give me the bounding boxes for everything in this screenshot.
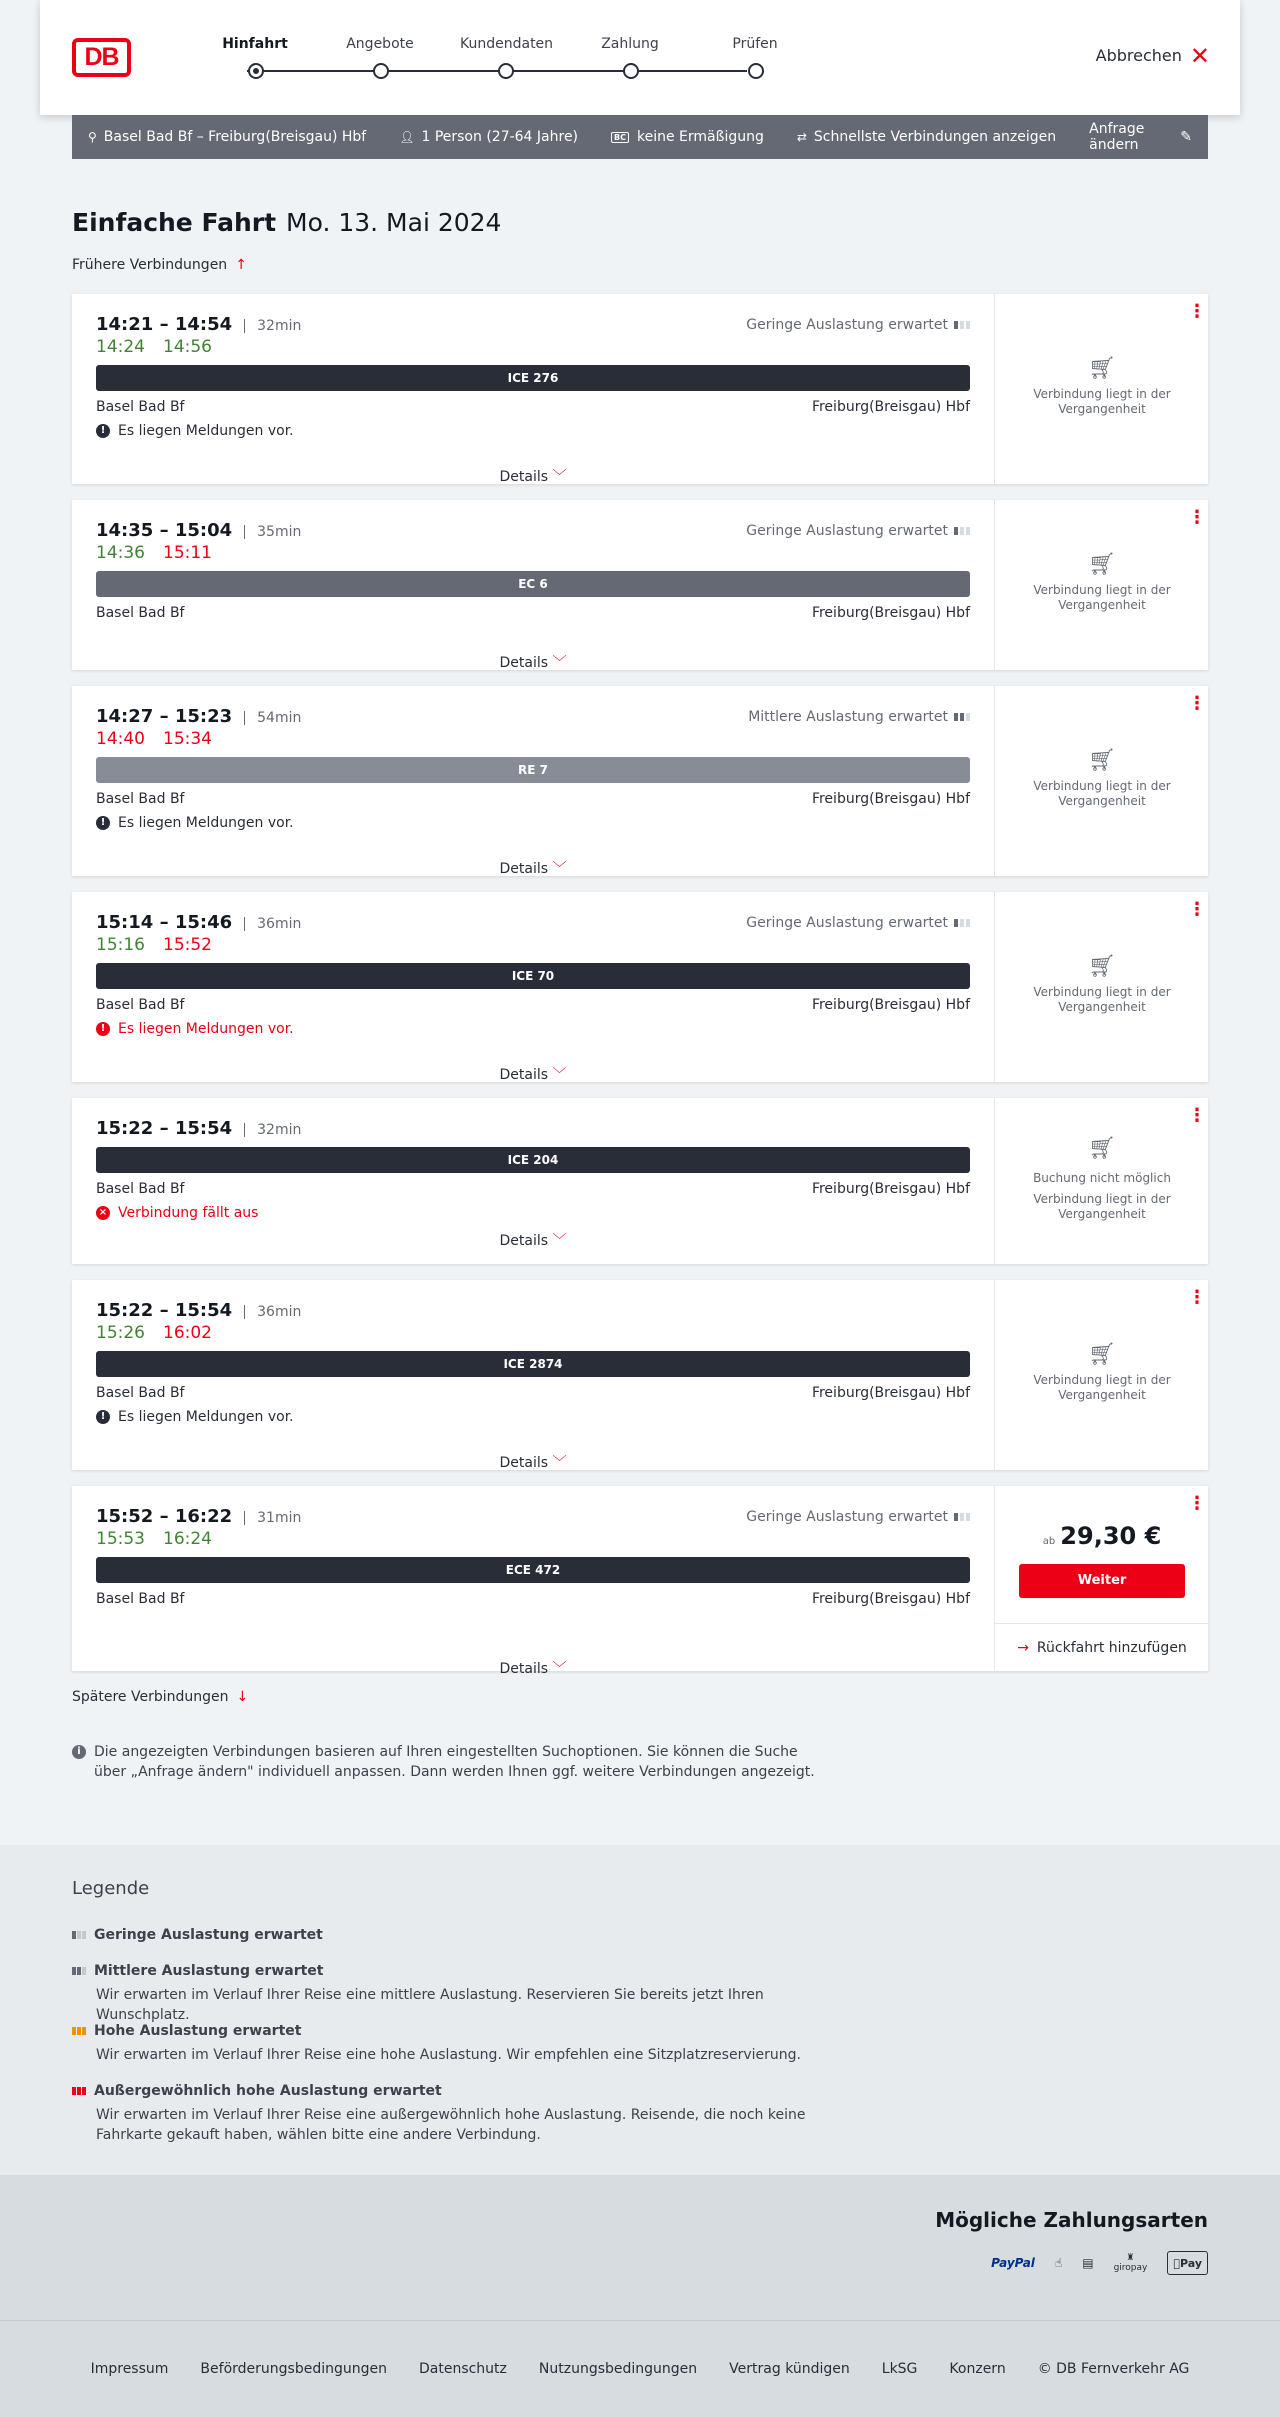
message-notice: ! Es liegen Meldungen vor.	[96, 1021, 970, 1037]
connection-card[interactable]	[72, 686, 1208, 876]
connection-main	[96, 1506, 970, 1677]
details-toggle[interactable]: Details ﹀	[499, 1067, 567, 1083]
realtime-times: 14:24 14:56	[96, 337, 212, 357]
occupancy-low-icon	[72, 1931, 86, 1939]
chevron-down-icon: ﹀	[552, 655, 567, 671]
more-options-icon[interactable]: ⋮	[1188, 1105, 1206, 1126]
occupancy-info: Geringe Auslastung erwartet	[746, 523, 970, 539]
realtime-times: 15:16 15:52	[96, 935, 212, 955]
message-notice: ! Es liegen Meldungen vor.	[96, 815, 970, 831]
footer-link-befoerderungsbedingungen[interactable]: Beförderungsbedingungen	[200, 2361, 387, 2377]
duration: 32min	[244, 1123, 301, 1137]
info-exclamation-icon: !	[96, 424, 110, 438]
cancel-circle-icon: ×	[96, 1206, 110, 1220]
occupancy-info: Geringe Auslastung erwartet	[746, 915, 970, 931]
stations: Basel Bad Bf Freiburg(Breisgau) Hbf	[96, 1591, 970, 1607]
footer-link-datenschutz[interactable]: Datenschutz	[418, 2361, 507, 2377]
train-bar[interactable]: RE 7	[96, 757, 970, 783]
pencil-icon: ✎	[1180, 129, 1192, 145]
booking-panel	[994, 294, 1208, 484]
step-zahlung[interactable]: Zahlung	[585, 36, 675, 56]
persons-summary[interactable]	[399, 129, 578, 145]
realtime-times: 14:36 15:11	[96, 543, 212, 563]
arrow-up-icon: ↑	[235, 257, 247, 273]
persons-text: 1 Person (27-64 Jahre)	[421, 129, 579, 145]
add-return-button[interactable]: → Rückfahrt hinzufügen	[995, 1623, 1209, 1671]
realtime-times: 15:26 16:02	[96, 1323, 212, 1343]
train-bar[interactable]: EC 6	[96, 571, 970, 597]
duration: 36min	[244, 1305, 301, 1319]
later-connections-link[interactable]	[72, 1689, 248, 1705]
apple-pay-icon: Pay	[1167, 2251, 1208, 2275]
details-toggle[interactable]: Details ﹀	[499, 861, 567, 877]
footer-copyright: © DB Fernverkehr AG	[1037, 2361, 1190, 2377]
train-bar[interactable]: ECE 472	[96, 1557, 970, 1583]
occupancy-low-icon	[954, 1513, 970, 1521]
more-options-icon[interactable]: ⋮	[1188, 899, 1206, 920]
details-toggle[interactable]: Details ﹀	[499, 1661, 567, 1677]
fastest-toggle[interactable]	[797, 129, 1056, 145]
occupancy-medium-icon	[72, 1967, 86, 1975]
step-hinfahrt: Hinfahrt	[210, 36, 300, 56]
page-title: Einfache Fahrt Mo. 13. Mai 2024	[72, 208, 502, 237]
train-bar[interactable]: ICE 276	[96, 365, 970, 391]
step-dot	[248, 63, 264, 79]
location-pin-icon: ⚲	[88, 130, 97, 144]
booking-panel	[994, 1280, 1208, 1470]
discount-text: keine Ermäßigung	[637, 129, 764, 145]
db-logo[interactable]: DB	[72, 38, 131, 77]
payment-methods	[991, 2251, 1208, 2275]
payment-section	[0, 2175, 1280, 2320]
occupancy-info: Geringe Auslastung erwartet	[746, 1509, 970, 1525]
change-request-button[interactable]	[1089, 121, 1192, 153]
connection-times: 14:35 – 15:04 35min	[96, 520, 302, 541]
swap-arrows-icon: ⇄	[796, 130, 807, 144]
connection-card[interactable]	[72, 500, 1208, 670]
chevron-down-icon: ﹀	[552, 1661, 567, 1677]
duration: 31min	[244, 1511, 301, 1525]
booking-panel	[994, 686, 1208, 876]
footer-link-impressum[interactable]: Impressum	[90, 2361, 169, 2377]
cart-disabled: 🛒︎ Buchung nicht möglich Verbindung liegt in der Vergangenheit	[995, 1136, 1209, 1222]
legend-item-very-high: Außergewöhnlich hohe Auslastung erwartet Wir erwarten im Verlauf Ihrer Reise eine außergewöhnlich hohe Auslastung. Reisende, die noch keine Fahrkarte gekauft haben, wählen bitte eine andere Verbindung.	[72, 2083, 856, 2145]
cancellation-notice: × Verbindung fällt aus	[96, 1205, 970, 1221]
info-icon: i	[72, 1745, 86, 1759]
footer-nav	[0, 2320, 1280, 2417]
cart-unavailable-icon: 🛒︎	[1088, 748, 1116, 773]
cart-disabled: 🛒︎ Verbindung liegt in der Vergangenheit	[995, 356, 1209, 417]
stations: Basel Bad Bf Freiburg(Breisgau) Hbf	[96, 605, 970, 621]
booking-panel	[994, 892, 1208, 1082]
chevron-down-icon: ﹀	[552, 1067, 567, 1083]
cart-disabled: 🛒︎ Verbindung liegt in der Vergangenheit	[995, 1342, 1209, 1403]
giropay-icon: ♜ giropay	[1113, 2253, 1148, 2273]
connection-main	[96, 706, 970, 877]
cart-unavailable-icon: 🛒︎	[1088, 552, 1116, 577]
chevron-down-icon: ﹀	[552, 1233, 567, 1249]
connection-main	[96, 520, 970, 671]
occupancy-low-icon	[954, 321, 970, 329]
route-summary[interactable]	[88, 129, 366, 145]
occupancy-info: Mittlere Auslastung erwartet	[748, 709, 970, 725]
earlier-connections-link[interactable]	[72, 257, 247, 273]
step-dot	[373, 63, 389, 79]
train-bar[interactable]: ICE 70	[96, 963, 970, 989]
contactless-card-icon: ☝︎	[1054, 2256, 1063, 2270]
more-options-icon[interactable]: ⋮	[1188, 1287, 1206, 1308]
info-exclamation-icon: !	[96, 1410, 110, 1424]
step-kundendaten[interactable]: Kundendaten	[460, 36, 550, 56]
connection-main	[96, 1300, 970, 1471]
chevron-down-icon: ﹀	[552, 861, 567, 877]
progress-stepper	[210, 36, 790, 86]
connection-card[interactable]	[72, 892, 1208, 1082]
person-icon: 👤︎	[399, 130, 415, 144]
occupancy-very-high-icon	[72, 2087, 86, 2095]
more-options-icon[interactable]: ⋮	[1188, 1493, 1206, 1514]
connection-card[interactable]	[72, 294, 1208, 484]
cart-disabled: 🛒︎ Verbindung liegt in der Vergangenheit	[995, 954, 1209, 1015]
stepper-line	[247, 70, 747, 72]
details-toggle[interactable]: Details ﹀	[499, 469, 567, 485]
change-request-label: Anfrage ändern	[1089, 121, 1145, 153]
chevron-down-icon: ﹀	[552, 1455, 567, 1471]
cart-unavailable-icon: 🛒︎	[1088, 1342, 1116, 1367]
cancel-button[interactable]	[1095, 41, 1210, 70]
step-angebote[interactable]: Angebote	[335, 36, 425, 56]
message-notice: ! Es liegen Meldungen vor.	[96, 1409, 970, 1425]
booking-not-possible: Buchung nicht möglich	[1033, 1171, 1171, 1185]
cart-disabled: 🛒︎ Verbindung liegt in der Vergangenheit	[995, 552, 1209, 613]
arrow-down-icon: ↓	[236, 1689, 249, 1705]
footer-link-lksg[interactable]: LkSG	[881, 2361, 918, 2377]
duration: 35min	[244, 525, 301, 539]
stations: Basel Bad Bf Freiburg(Breisgau) Hbf	[96, 791, 970, 807]
connection-main	[96, 314, 970, 485]
connection-card[interactable]	[72, 1098, 1208, 1264]
duration: 36min	[244, 917, 301, 931]
booking-panel	[994, 500, 1208, 670]
cart-disabled: 🛒︎ Verbindung liegt in der Vergangenheit	[995, 748, 1209, 809]
details-toggle[interactable]: Details ﹀	[499, 655, 567, 671]
footer-link-konzern[interactable]: Konzern	[949, 2361, 1006, 2377]
more-options-icon[interactable]: ⋮	[1188, 507, 1206, 528]
message-notice: ! Es liegen Meldungen vor.	[96, 423, 970, 439]
cart-unavailable-icon: 🛒︎	[1088, 1136, 1116, 1161]
connection-times: 15:22 – 15:54 36min	[96, 1300, 302, 1321]
cancel-label: Abbrechen	[1095, 46, 1182, 65]
continue-button[interactable]: Weiter	[1019, 1564, 1185, 1598]
footer-link-nutzungsbedingungen[interactable]: Nutzungsbedingungen	[538, 2361, 698, 2377]
later-label: Spätere Verbindungen	[72, 1689, 229, 1705]
more-options-icon[interactable]: ⋮	[1188, 301, 1206, 322]
chevron-down-icon: ﹀	[552, 469, 567, 485]
occupancy-low-icon	[954, 527, 970, 535]
connection-times: 15:52 – 16:22 31min	[96, 1506, 302, 1527]
earlier-label: Frühere Verbindungen	[72, 257, 228, 273]
realtime-times: 15:53 16:24	[96, 1529, 212, 1549]
occupancy-medium-icon	[954, 713, 970, 721]
details-toggle[interactable]: Details ﹀	[499, 1455, 567, 1471]
cart-unavailable-icon: 🛒︎	[1088, 954, 1116, 979]
connection-times: 15:22 – 15:54 32min	[96, 1118, 302, 1139]
stations: Basel Bad Bf Freiburg(Breisgau) Hbf	[96, 399, 970, 415]
legend-title: Legende	[72, 1878, 150, 1899]
booking-panel	[994, 1486, 1208, 1671]
occupancy-low-icon	[954, 919, 970, 927]
connection-main	[96, 1118, 970, 1249]
connection-card[interactable]	[72, 1280, 1208, 1470]
connection-times: 14:27 – 15:23 54min	[96, 706, 302, 727]
info-note: i Die angezeigten Verbindungen basieren auf Ihren eingestellten Suchoptionen. Sie können die Suche über „Anfrage ändern" individuell anpassen. Dann werden Ihnen ggf. weitere Verbindungen angezeigt.	[72, 1742, 832, 1782]
legend-item-high: Hohe Auslastung erwartet Wir erwarten im Verlauf Ihrer Reise eine hohe Auslastung. Wir empfehlen eine Sitzplatzreservierung.	[72, 2023, 856, 2065]
price: ab 29,30 €	[1042, 1522, 1162, 1550]
warning-exclamation-icon: !	[96, 1022, 110, 1036]
paypal-icon: PayPal	[991, 2256, 1035, 2270]
connection-main	[96, 912, 970, 1083]
occupancy-info: Geringe Auslastung erwartet	[746, 317, 970, 333]
travel-date: Mo. 13. Mai 2024	[286, 208, 502, 237]
connection-times: 14:21 – 14:54 32min	[96, 314, 302, 335]
legend-item-medium: Mittlere Auslastung erwartet Wir erwarten im Verlauf Ihrer Reise eine mittlere Auslastung. Reservieren Sie bereits jetzt Ihren Wunschplatz.	[72, 1963, 856, 2025]
stations: Basel Bad Bf Freiburg(Breisgau) Hbf	[96, 1385, 970, 1401]
route-text: Basel Bad Bf – Freiburg(Breisgau) Hbf	[103, 129, 367, 145]
occupancy-high-icon	[72, 2027, 86, 2035]
stations: Basel Bad Bf Freiburg(Breisgau) Hbf	[96, 1181, 970, 1197]
duration: 54min	[244, 711, 301, 725]
train-bar[interactable]: ICE 2874	[96, 1351, 970, 1377]
legend-section	[0, 1845, 1280, 2175]
search-summary-bar	[72, 115, 1208, 159]
train-bar[interactable]: ICE 204	[96, 1147, 970, 1173]
stations: Basel Bad Bf Freiburg(Breisgau) Hbf	[96, 997, 970, 1013]
more-options-icon[interactable]: ⋮	[1188, 693, 1206, 714]
details-toggle[interactable]: Details ﹀	[499, 1233, 567, 1249]
close-icon: ✕	[1189, 41, 1210, 70]
connection-times: 15:14 – 15:46 36min	[96, 912, 302, 933]
fastest-text: Schnellste Verbindungen anzeigen	[813, 129, 1057, 145]
payment-title: Mögliche Zahlungsarten	[935, 2208, 1208, 2232]
header	[40, 0, 1240, 115]
legend-item-low: Geringe Auslastung erwartet	[72, 1927, 323, 1943]
step-dot	[623, 63, 639, 79]
realtime-times: 14:40 15:34	[96, 729, 212, 749]
booking-panel	[994, 1098, 1208, 1264]
sepa-invoice-icon: ▤	[1082, 2256, 1094, 2270]
step-dot	[748, 63, 764, 79]
info-exclamation-icon: !	[96, 816, 110, 830]
footer-link-vertrag-kuendigen[interactable]: Vertrag kündigen	[729, 2361, 850, 2377]
step-dot	[498, 63, 514, 79]
connection-card[interactable]	[72, 1486, 1208, 1677]
discount-summary[interactable]	[611, 129, 764, 145]
duration: 32min	[244, 319, 301, 333]
cart-unavailable-icon: 🛒︎	[1088, 356, 1116, 381]
arrow-right-icon: →	[1017, 1639, 1029, 1656]
step-pruefen[interactable]: Prüfen	[710, 36, 800, 56]
bahncard-icon: BC	[611, 132, 629, 143]
